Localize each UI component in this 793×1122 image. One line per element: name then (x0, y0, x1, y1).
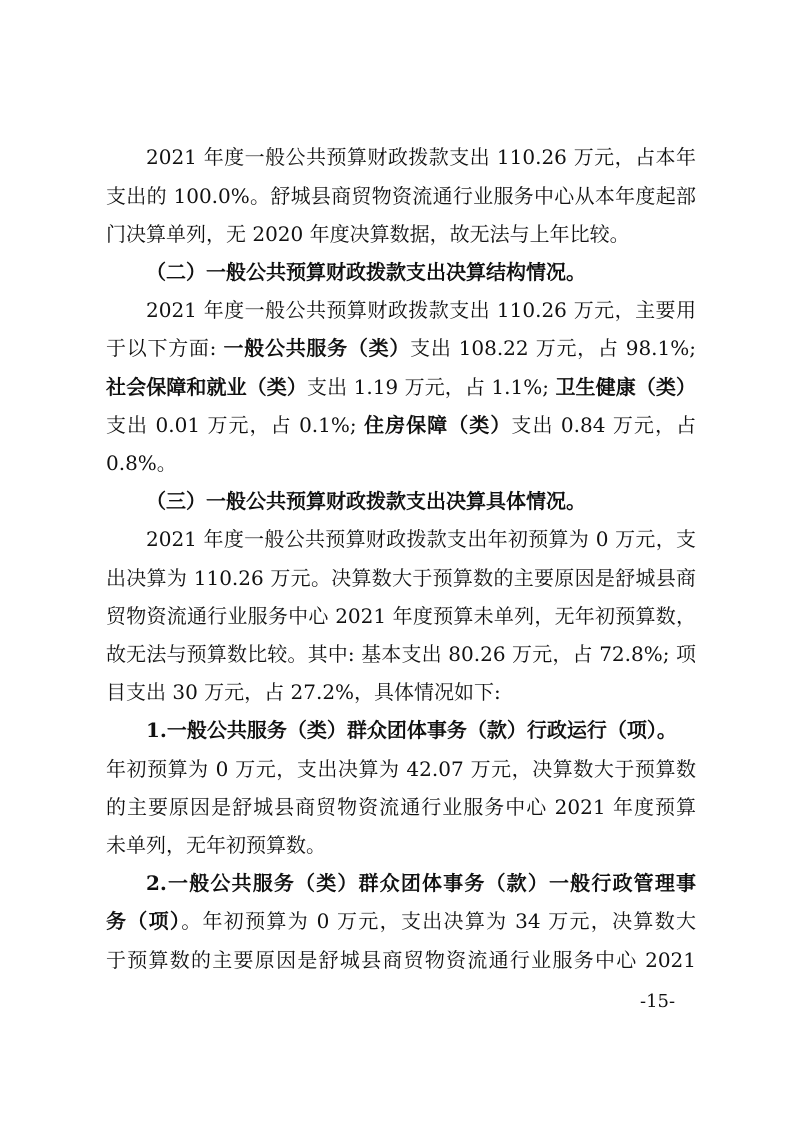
text-line (106, 335, 696, 361)
text-run: 年初预算为 0 万元，支出决算为 42.07 万元，决算数大于预算数 (106, 757, 696, 781)
subsection-heading (146, 870, 696, 896)
text-run: 门决算单列，无 2020 年度决算数据，故无法与上年比较。 (106, 222, 630, 246)
text-line (106, 221, 696, 247)
text-line (146, 297, 696, 323)
text-line (106, 412, 696, 438)
section-heading (146, 259, 696, 285)
page-number: -15- (640, 991, 676, 1012)
text-line (106, 603, 696, 629)
text-run: 的主要原因是舒城县商贸物资流通行业服务中心 2021 年度预算 (106, 795, 696, 819)
text-line (146, 144, 696, 170)
text-run: 支出的 100.0%。舒城县商贸物资流通行业服务中心从本年度起部 (106, 184, 696, 208)
bold-text-run: 住房保障（类） (364, 413, 512, 437)
section-heading (146, 488, 696, 514)
bold-text-run: 卫生健康（类） (555, 375, 696, 399)
bold-text-run: 务（项） (106, 909, 182, 933)
text-line (146, 526, 696, 552)
heading-text: （二）一般公共预算财政拨款支出决算结构情况。 (146, 260, 586, 284)
heading-text: （三）一般公共预算财政拨款支出决算具体情况。 (146, 489, 586, 513)
text-run: 故无法与预算数比较。其中: 基本支出 80.26 万元，占 72.8%; 项 (106, 642, 696, 666)
bold-text-run: 社会保障和就业（类） (106, 375, 307, 399)
text-line (106, 756, 696, 782)
heading-text: 2.一般公共服务（类）群众团体事务（款）一般行政管理事 (146, 871, 696, 895)
text-run: 目支出 30 万元，占 27.2%，具体情况如下: (106, 680, 501, 704)
text-run: 。年初预算为 0 万元，支出决算为 34 万元，决算数大 (181, 909, 696, 933)
text-line (106, 679, 696, 705)
text-line (106, 908, 696, 934)
text-run: 支出 0.01 万元，占 0.1%; (106, 413, 365, 437)
text-run: 2021 年度一般公共预算财政拨款支出年初预算为 0 万元，支 (146, 527, 696, 551)
text-run: 0.8%。 (106, 451, 177, 475)
text-line (106, 794, 696, 820)
subsection-heading (146, 717, 696, 743)
text-line (106, 183, 696, 209)
text-line (106, 641, 696, 667)
heading-text: 1.一般公共服务（类）群众团体事务（款）行政运行（项）。 (146, 718, 677, 742)
text-line (106, 374, 696, 400)
text-run: 2021 年度一般公共预算财政拨款支出 110.26 万元，占本年 (146, 145, 696, 169)
text-run: 支出 1.19 万元，占 1.1%; (306, 375, 556, 399)
text-run: 未单列，无年初预算数。 (106, 833, 326, 857)
text-line (106, 832, 696, 858)
text-line (106, 565, 696, 591)
text-run: 出决算为 110.26 万元。决算数大于预算数的主要原因是舒城县商 (106, 566, 696, 590)
text-run: 2021 年度一般公共预算财政拨款支出 110.26 万元，主要用 (146, 298, 696, 322)
text-line (106, 450, 696, 476)
text-run: 于以下方面: (106, 336, 224, 360)
text-run: 支出 108.22 万元，占 98.1%; (410, 336, 696, 360)
text-line (106, 947, 696, 973)
text-run: 于预算数的主要原因是舒城县商贸物资流通行业服务中心 2021 (106, 948, 696, 972)
text-run: 支出 0.84 万元，占 (511, 413, 696, 437)
text-run: 贸物资流通行业服务中心 2021 年度预算未单列，无年初预算数， (106, 604, 696, 628)
bold-text-run: 一般公共服务（类） (223, 336, 411, 360)
